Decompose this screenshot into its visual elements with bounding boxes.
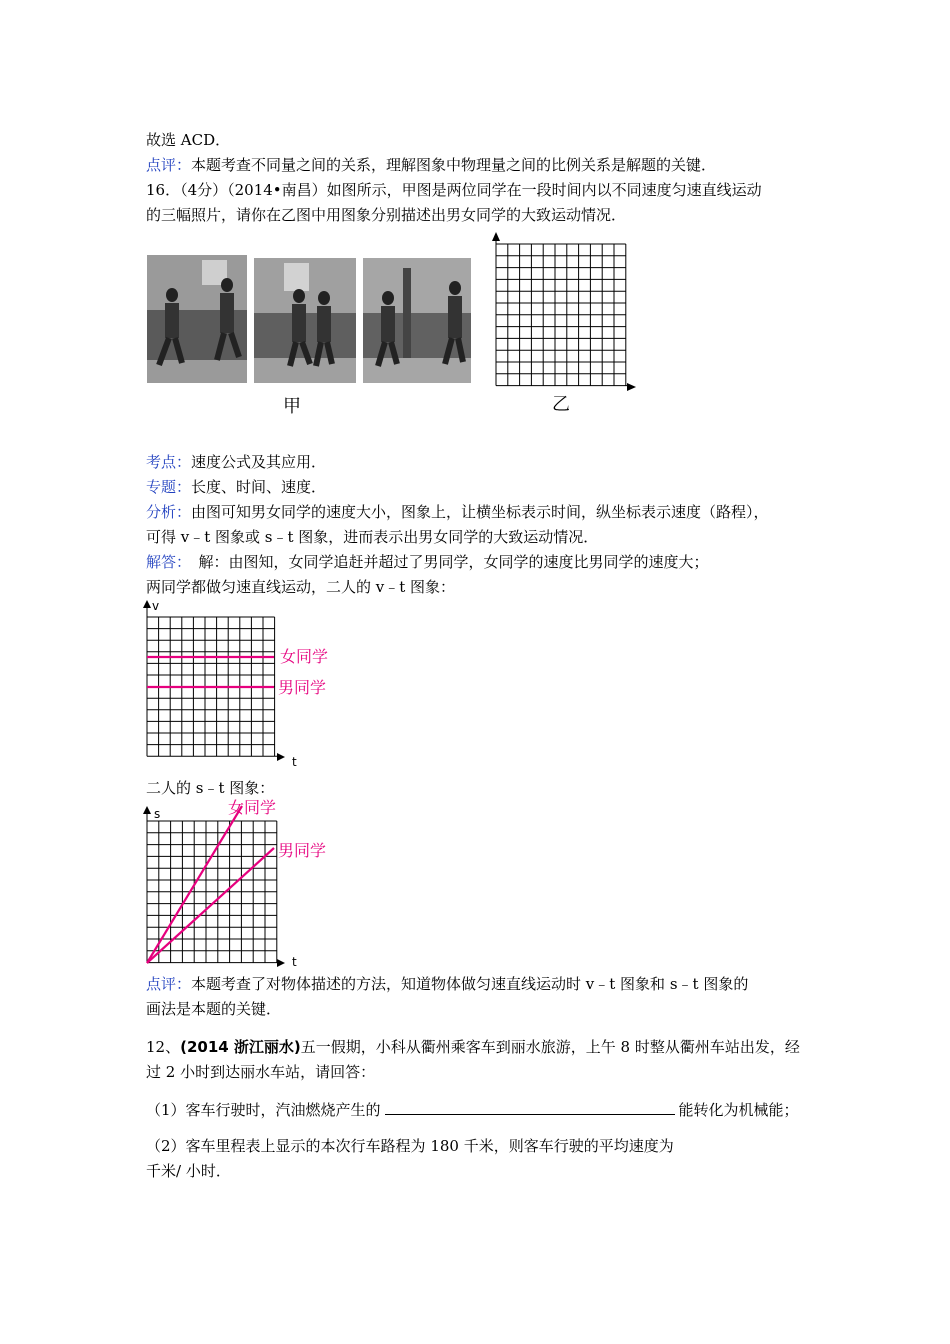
- jieda: [146, 552, 709, 572]
- comment-label: 点评：: [146, 156, 192, 174]
- answer-blank-1[interactable]: [385, 1100, 675, 1115]
- fenxi-text2: 可得 v﹣t 图象或 s﹣t 图象，进而表示出男女同学的大致运动情况．: [146, 528, 599, 546]
- kaodian-label: 考点：: [146, 453, 192, 471]
- st-female-label: 女同学: [228, 798, 277, 817]
- previous-answer: 故选 ACD．: [146, 131, 231, 149]
- caption-jia: 甲: [283, 396, 301, 417]
- q12-line1: [146, 1037, 800, 1057]
- st-x-arrow: [277, 959, 285, 967]
- vt-x-arrow: [277, 753, 285, 761]
- q12-num: 12、: [146, 1038, 181, 1056]
- caption-layer: [0, 0, 950, 420]
- q12-p1-after: 能转化为机械能；: [678, 1101, 799, 1119]
- vt-y-arrow: [143, 600, 151, 608]
- dianping-text2: 画法是本题的关键．: [146, 1000, 282, 1018]
- vt-grid-lines: [147, 602, 280, 756]
- vt-male-label: 男同学: [278, 678, 327, 697]
- empty-grid-yi: [490, 232, 640, 392]
- jieda-text2: 两同学都做匀速直线运动，二人的 v﹣t 图象：: [146, 578, 456, 596]
- comment-text: 本题考查不同量之间的关系，理解图象中物理量之间的比例关系是解题的关键．: [191, 156, 717, 174]
- kaodian-text: 速度公式及其应用．: [191, 453, 327, 471]
- q16-line1: 16．（4分）（2014•南昌）如图所示，甲图是两位同学在一段时间内以不同速度匀速直线运动: [146, 181, 762, 199]
- fenxi-text1: 由图可知男女同学的速度大小，图象上，让横坐标表示时间，纵坐标表示速度（路程），: [191, 503, 769, 521]
- q12-p1-before: （1）客车行驶时，汽油燃烧产生的: [146, 1101, 381, 1119]
- dianping-label: 点评：: [146, 975, 192, 993]
- st-x-label: t: [292, 955, 297, 969]
- fenxi: [146, 502, 769, 522]
- q12-source: (2014 浙江丽水): [180, 1038, 301, 1056]
- vt-y-label: v: [152, 599, 160, 613]
- zhuanti-label: 专题：: [146, 478, 192, 496]
- dianping-text1: 本题考查了对物体描述的方法，知道物体做匀速直线运动时 v﹣t 图象和 s﹣t 图象的: [191, 975, 749, 993]
- kaodian: [146, 452, 326, 472]
- vt-graph: [140, 600, 360, 772]
- yi-grid-lines: [496, 234, 630, 386]
- st-male-label: 男同学: [278, 841, 327, 860]
- q12-part2: （2）客车里程表上显示的本次行车路程为 180 千米，则客车行驶的平均速度为: [146, 1137, 674, 1155]
- q16-line2: 的三幅照片，请你在乙图中用图象分别描述出男女同学的大致运动情况．: [146, 206, 627, 224]
- q12-part2-end: 千米/ 小时．: [146, 1162, 231, 1180]
- q12-line2: 过 2 小时到达丽水车站，请回答：: [146, 1063, 376, 1081]
- caption-yi: 乙: [552, 394, 570, 415]
- st-y-label: s: [154, 807, 161, 821]
- jieda-text1: 解：由图知，女同学追赶并超过了男同学，女同学的速度比男同学的速度大；: [183, 553, 709, 571]
- st-grid-lines: [147, 808, 280, 963]
- q12-text1: 五一假期，小科从衢州乘客车到丽水旅游，上午 8 时整从衢州车站出发，经: [300, 1038, 800, 1056]
- zhuanti-text: 长度、时间、速度．: [191, 478, 327, 496]
- fenxi-label: 分析：: [146, 503, 192, 521]
- st-y-arrow: [143, 806, 151, 814]
- q12-part1: [146, 1100, 799, 1120]
- yi-x-arrow: [627, 383, 636, 391]
- st-graph: [140, 798, 360, 970]
- zhuanti: [146, 477, 326, 497]
- yi-y-arrow: [492, 232, 500, 241]
- vt-female-label: 女同学: [280, 647, 329, 666]
- vt-x-label: t: [292, 755, 297, 769]
- st-male-line: [147, 848, 274, 963]
- jieda-label: 解答：: [146, 553, 184, 571]
- st-intro: 二人的 s﹣t 图象：: [146, 779, 275, 797]
- dianping: [146, 974, 748, 994]
